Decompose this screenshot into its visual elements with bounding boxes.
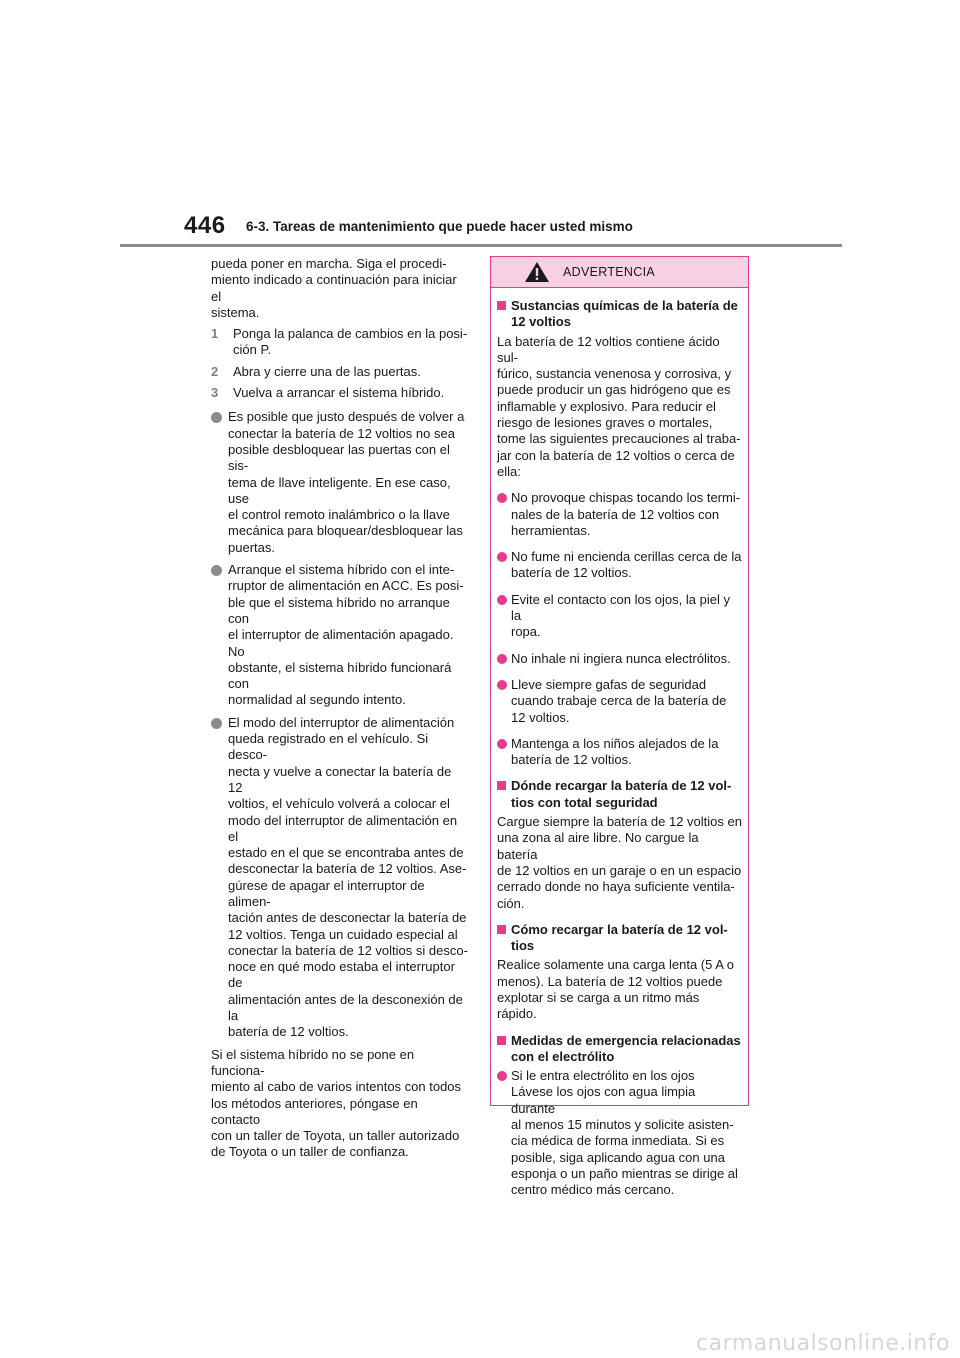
step-text: Vuelva a arrancar el sistema híbrido. (233, 385, 445, 401)
bullet-dot-icon (497, 552, 507, 562)
warning-triangle-icon (524, 261, 550, 283)
square-bullet-icon (497, 301, 506, 310)
bullet-dot-icon (497, 1071, 507, 1081)
outro-paragraph: Si el sistema híbrido no se pone en funciona- miento al cabo de varios intentos con todos los métodos anteriores, póngase en contacto con un taller de Toyota, un taller autorizado de Toyota o un taller de confianza. (211, 1046, 462, 1160)
step-number: 3 (211, 385, 219, 401)
warning-bullet: Mantenga a los niños alejados de la batería de 12 voltios. (497, 736, 742, 769)
left-column (211, 256, 469, 1166)
warning-subheading: Dónde recargar la batería de 12 vol- tios con total seguridad (497, 778, 742, 811)
bullet-dot-icon (497, 493, 507, 503)
watermark-text: carmanualsonline.info (696, 1331, 950, 1356)
header-divider (120, 244, 842, 247)
step-text: Abra y cierre una de las puertas. (233, 363, 421, 379)
warning-bullet: Lleve siempre gafas de seguridad cuando trabaje cerca de la batería de 12 voltios. (497, 677, 742, 726)
info-bullet: Arranque el sistema híbrido con el inte- rruptor de alimentación en ACC. Es posi- ble que el sistema híbrido no arranque con el interruptor de alimentación apagado. No obstante, el sistema híbrido funcionará con normalidad al segundo intento. (211, 562, 469, 709)
section-title: 6-3. Tareas de mantenimiento que puede hacer usted mismo (246, 219, 633, 234)
warning-bullet: Evite el contacto con los ojos, la piel y la ropa. (497, 592, 742, 641)
warning-subheading: Cómo recargar la batería de 12 vol- tios (497, 922, 742, 955)
warning-header (491, 257, 748, 288)
bullet-dot-icon (497, 654, 507, 664)
intro-paragraph: pueda poner en marcha. Siga el procedi- miento indicado a continuación para iniciar el sistema. (211, 256, 457, 320)
bullet-dot-icon (497, 680, 507, 690)
warning-paragraph: Cargue siempre la batería de 12 voltios en una zona al aire libre. No cargue la batería de 12 voltios en un garaje o en un espacio cerrado donde no haya suficiente ventila- ción. (497, 814, 742, 911)
square-bullet-icon (497, 925, 506, 934)
warning-bullet: No fume ni encienda cerillas cerca de la batería de 12 voltios. (497, 549, 742, 582)
info-bullet: El modo del interruptor de alimentación queda registrado en el vehículo. Si desco- necta y vuelve a conectar la batería de 12 voltios, el vehículo volverá a colocar el modo del interruptor de alimentación en el estado en el que se encontraba antes de desconectar la batería de 12 voltios. Ase- gúrese de apagar el interruptor de alimen- tación antes de desconectar la batería de 12 voltios. Tenga un cuidado especial al conectar la batería de 12 voltios si desco- noce en qué modo estaba el interruptor de alimentación antes de la desconexión de la batería de 12 voltios. (211, 715, 469, 1041)
bullet-dot-icon (497, 595, 507, 605)
step-1 (211, 326, 469, 359)
warning-paragraph: La batería de 12 voltios contiene ácido sul- fúrico, sustancia venenosa y corrosiva, y puede producir un gas hidrógeno que es inflamable y explosivo. Para reducir el riesgo de lesiones graves o mortales, tome las siguientes precauciones al traba- jar con la batería de 12 voltios o cerca de ella: (497, 333, 741, 479)
warning-bullet: No provoque chispas tocando los termi- nales de la batería de 12 voltios con herramientas. (497, 490, 742, 539)
info-bullet: Es posible que justo después de volver a conectar la batería de 12 voltios no sea posible desbloquear las puertas con el sis- tema de llave inteligente. En ese caso, use el control remoto inalámbrico o la llave mecánica para bloquear/desbloquear las puertas. (211, 409, 469, 556)
warning-paragraph: Realice solamente una carga lenta (5 A o menos). La batería de 12 voltios puede explotar si se carga a un ritmo más rápido. (497, 957, 735, 1022)
step-text: Ponga la palanca de cambios en la posi- ción P. (233, 326, 468, 358)
warning-body (491, 288, 748, 1199)
bullet-dot-icon (211, 718, 222, 729)
bullet-dot-icon (211, 565, 222, 576)
square-bullet-icon (497, 1036, 506, 1045)
warning-bullet: Si le entra electrólito en los ojos Lávese los ojos con agua limpia durante al menos 15 minutos y solicite asisten- cia médica de forma inmediata. Si es posible, siga aplicando agua con una esponja o un paño mientras se dirige al centro médico más cercano. (497, 1068, 742, 1198)
square-bullet-icon (497, 781, 506, 790)
warning-subheading: Sustancias químicas de la batería de 12 voltios (497, 298, 742, 331)
warning-box (490, 256, 749, 1198)
step-number: 1 (211, 326, 219, 342)
watermark (0, 1328, 960, 1358)
page-number: 446 (184, 212, 226, 239)
step-3 (211, 385, 469, 401)
bullet-dot-icon (211, 412, 222, 423)
warning-bullet: No inhale ni ingiera nunca electrólitos. (497, 651, 742, 667)
step-2 (211, 364, 469, 380)
warning-subheading: Medidas de emergencia relacionadas con el electrólito (497, 1033, 742, 1066)
page-header (0, 0, 960, 250)
bullet-dot-icon (497, 739, 507, 749)
warning-title: ADVERTENCIA (563, 265, 655, 279)
step-number: 2 (211, 363, 219, 379)
